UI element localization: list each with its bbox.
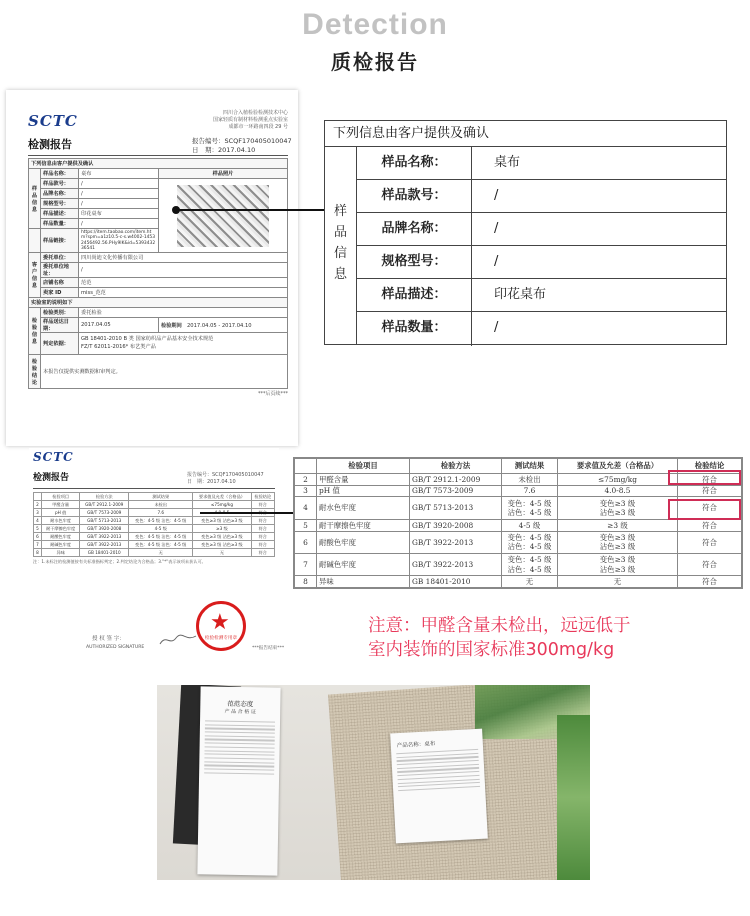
table-row: 样品描述： 印花桌布	[357, 279, 726, 312]
cell-conclusion: 符合	[678, 576, 742, 588]
field-value: 四川尚迪文化传播有限公司	[79, 253, 288, 263]
cell-no: 8	[295, 576, 317, 588]
cell-req: ≥3 级	[558, 519, 678, 531]
result-row	[295, 519, 742, 531]
cell-method: GB/T 3922-2013	[410, 553, 502, 575]
field-label: 委托单位地址：	[41, 263, 79, 278]
col-header: 要求值及允差（合格品）	[193, 493, 251, 501]
field-label: 判定依据：	[41, 333, 79, 355]
cell-no: 5	[295, 519, 317, 531]
link-value: https://item.taobao.com/item.htm?spm=a1z10.5-c-s.w4002-14532456492.56.PHy9IK&id=539343236541	[79, 229, 159, 253]
field-value: /	[79, 219, 159, 229]
cell-result: 变色：4-5 级 沾色：4-5 级	[502, 531, 558, 553]
report-title: 检测报告	[28, 138, 72, 151]
product-label-photo	[157, 685, 590, 880]
cell-req: 变色≥3 级 沾色≥3 级	[558, 531, 678, 553]
cell-conclusion: 符合	[678, 553, 742, 575]
cell-result: 无	[502, 576, 558, 588]
cell-method: GB/T 3920-2008	[410, 519, 502, 531]
cell-conclusion: 符合	[678, 473, 742, 485]
note-line: 室内装饰的国家标准300mg/kg	[368, 640, 615, 660]
note-line: 注意：甲醛含量未检出，远远低于	[368, 616, 631, 636]
col-header: 检验项目	[317, 459, 410, 474]
col-header: 检验方法	[80, 493, 129, 501]
signature-label-en: AUTHORIZED SIGNATURE	[86, 645, 145, 650]
cell-req: 变色≥3 级 沾色≥3 级	[558, 497, 678, 519]
cell-method: GB/T 3922-2013	[410, 531, 502, 553]
report-number: 报告编号：SCQF170405010047	[187, 472, 264, 478]
field-label: 样品送达日期：	[41, 318, 79, 333]
cell-item: 耐干摩擦色牢度	[317, 519, 410, 531]
side-label-test: 检验信息	[29, 308, 41, 355]
sewn-label: 产品名称：桌布	[390, 729, 488, 844]
report-note: 注：1.未标注的检测值按有关标准指标判定；2.判定结论为合格品；3."*"表示该项未获认可。	[33, 559, 206, 564]
cell-result: 4-5 级	[502, 519, 558, 531]
cell-req: ≤75mg/kg	[558, 473, 678, 485]
cell-result: 变色：4-5 级 沾色：4-5 级	[502, 553, 558, 575]
cell-item: 耐水色牢度	[317, 497, 410, 519]
report-end: ***报告结束***	[252, 646, 285, 651]
col-header: 检验项目	[42, 493, 80, 501]
certificate-tag: 范范态度 产 品 合 格 证	[197, 686, 280, 875]
cell-result: 7.6	[502, 485, 558, 497]
table-row: 样品款号： /	[357, 180, 726, 213]
highlight-box	[668, 470, 741, 485]
col-header: 检验方法	[410, 459, 502, 474]
field-value: /	[79, 189, 159, 199]
cell-no: 4	[295, 497, 317, 519]
org-address: 四川合入植检验检测技术中心 国家轻质有制材料检测重点实验室 成都市一环路南四段 29 号	[212, 110, 288, 130]
divider	[28, 155, 288, 156]
cell-no: 3	[295, 485, 317, 497]
table-row: 规格型号： /	[357, 246, 726, 279]
connector-line	[200, 512, 293, 514]
col-header: 测试结果	[502, 459, 558, 474]
cell-item: 甲醛含量	[317, 473, 410, 485]
cell-req: 4.0-8.5	[558, 485, 678, 497]
col-header: 要求值及允差（合格品）	[558, 459, 678, 474]
field-label: 委托单位：	[41, 253, 79, 263]
cell-method: GB/T 2912.1-2009	[410, 473, 502, 485]
field-value: 委托检验	[79, 308, 288, 318]
test-period: 检验期间 2017.04.05 - 2017.04.10	[159, 318, 288, 333]
sample-info-table	[28, 158, 288, 398]
side-label-client: 客户信息	[29, 253, 41, 298]
conclusion-value: 本报告仅提供实测数据和审判定。	[41, 355, 288, 389]
link-label: 样品链接：	[41, 229, 79, 253]
table-row: 样品名称： 桌布	[357, 147, 726, 180]
field-value: 范范	[79, 278, 288, 288]
stamp-text: 检验检测专用章	[204, 636, 238, 641]
highlight-box	[668, 499, 741, 520]
field-value: 桌布	[79, 169, 159, 179]
cell-req: 无	[558, 576, 678, 588]
col-header: 检验结论	[678, 459, 742, 474]
col-header: 检验结论	[251, 493, 274, 501]
field-value: 印花桌布	[79, 209, 159, 219]
cell-conclusion: 符合	[678, 497, 742, 519]
cell-no: 6	[295, 531, 317, 553]
header-title-en: Detection	[302, 8, 448, 41]
result-row	[295, 485, 742, 497]
leaf-print	[557, 715, 590, 880]
cell-conclusion: 符合	[678, 531, 742, 553]
signature-label: 授 权 签 字：	[92, 636, 125, 642]
field-label: 卖家 ID	[41, 288, 79, 298]
field-value: /	[79, 179, 159, 189]
cell-conclusion: 符合	[678, 485, 742, 497]
field-label: 样品描述：	[41, 209, 79, 219]
sample-photo-cell	[159, 179, 288, 253]
report-date: 日 期：2017.04.10	[187, 479, 236, 485]
table-row: 样品数量： /	[357, 312, 726, 345]
page-continued: ***后页续***	[257, 391, 288, 397]
col-header: 测试结果	[129, 493, 193, 501]
cell-conclusion: 符合	[678, 519, 742, 531]
basis-value: GB 18401-2010 B 类 国家纺织品产品基本安全技术规范 FZ/T 62011-2016* 布艺类产品	[79, 333, 288, 355]
field-label: 品牌名称：	[41, 189, 79, 199]
sample-info-enlarged	[324, 120, 727, 345]
field-value: /	[79, 263, 288, 278]
side-label-conclusion: 检验结论	[29, 355, 41, 389]
inspection-stamp	[196, 601, 246, 651]
field-value: miss_范范	[79, 288, 288, 298]
cell-result: 变色：4-5 级 沾色：4-5 级	[502, 497, 558, 519]
field-label: 样品数量：	[41, 219, 79, 229]
field-label: 规格型号：	[41, 199, 79, 209]
cell-result: 未检出	[502, 473, 558, 485]
cell-method: GB/T 7573-2009	[410, 485, 502, 497]
result-row	[295, 576, 742, 588]
photo-label: 样品照片	[159, 169, 288, 179]
connector-line	[176, 209, 324, 211]
report-title: 检测报告	[33, 473, 70, 483]
sctc-logo: SCTC	[33, 450, 74, 464]
cell-item: 耐酸色牢度	[317, 531, 410, 553]
cell-no: 2	[295, 473, 317, 485]
stamp-star-icon: ★	[210, 610, 230, 635]
caption: 下列信息由客户提供及确认	[325, 121, 726, 147]
field-label: 样品款号：	[41, 179, 79, 189]
cell-req: 变色≥3 级 沾色≥3 级	[558, 553, 678, 575]
test-report-page-2	[29, 448, 279, 606]
cell-item: 异味	[317, 576, 410, 588]
result-row	[295, 531, 742, 553]
cell-no: 7	[295, 553, 317, 575]
cell-item: pH 值	[317, 485, 410, 497]
table-row: 品牌名称： /	[357, 213, 726, 246]
results-table-small: 检验项目 检验方法 测试结果 要求值及允差（合格品） 检验结论 2 甲醛含量 GB/T 2912.1-2009 未检出 ≤75mg/kg 符合 3 pH 值 GB/T 7573-2009 7.6 4 耐水色牢度 GB/T 5713-2013 变色：4-5 级 沾色：4-5 级 变色≥3 级 沾色≥3 级 符合 5 耐干摩擦色牢度 GB/T 3920-2008 4-5 级 ≥3 级 符合 6 耐酸色牢度 GB/T 3922-2013 变色：4-5 级 沾色：4-5 级 变色≥3 级 沾色≥3 级 符合 7 耐碱色牢度 GB/T 3922-2013 变色：4-5 级 沾色：4-5 级 变色≥3 级 沾色≥3 级 符合 8 异味 GB 18401-2010 无 无 符合 注：1.未标注的检测值按有关标准指标判定；2.判定结论为合格品；3."*"表示该项未获认可。	[33, 492, 275, 565]
field-value: /	[79, 199, 159, 209]
header-title-cn: 质检报告	[331, 50, 419, 74]
section-lab: 实验室的说明如下	[29, 298, 288, 308]
field-label: 店铺名称	[41, 278, 79, 288]
cell-method: GB 18401-2010	[410, 576, 502, 588]
handwritten-signature	[158, 632, 198, 648]
side-label-sample: 样 品 信 息	[325, 147, 357, 344]
field-label: 检验类别：	[41, 308, 79, 318]
cell-item: 耐碱色牢度	[317, 553, 410, 575]
result-row	[295, 553, 742, 575]
formaldehyde-note	[368, 614, 708, 662]
field-value: 2017.04.05	[79, 318, 159, 333]
sctc-logo: SCTC	[28, 112, 78, 130]
test-report-page-1	[6, 90, 298, 446]
report-number: 报告编号：SCQF170405010047	[192, 137, 292, 145]
side-label-sample: 样品信息	[29, 169, 41, 229]
divider	[33, 488, 275, 489]
cell-method: GB/T 5713-2013	[410, 497, 502, 519]
section-client-provided: 下列信息由客户提供及确认	[29, 159, 288, 169]
report-date: 日 期：2017.04.10	[192, 146, 256, 154]
sample-photo	[177, 185, 269, 247]
field-label: 样品名称：	[41, 169, 79, 179]
